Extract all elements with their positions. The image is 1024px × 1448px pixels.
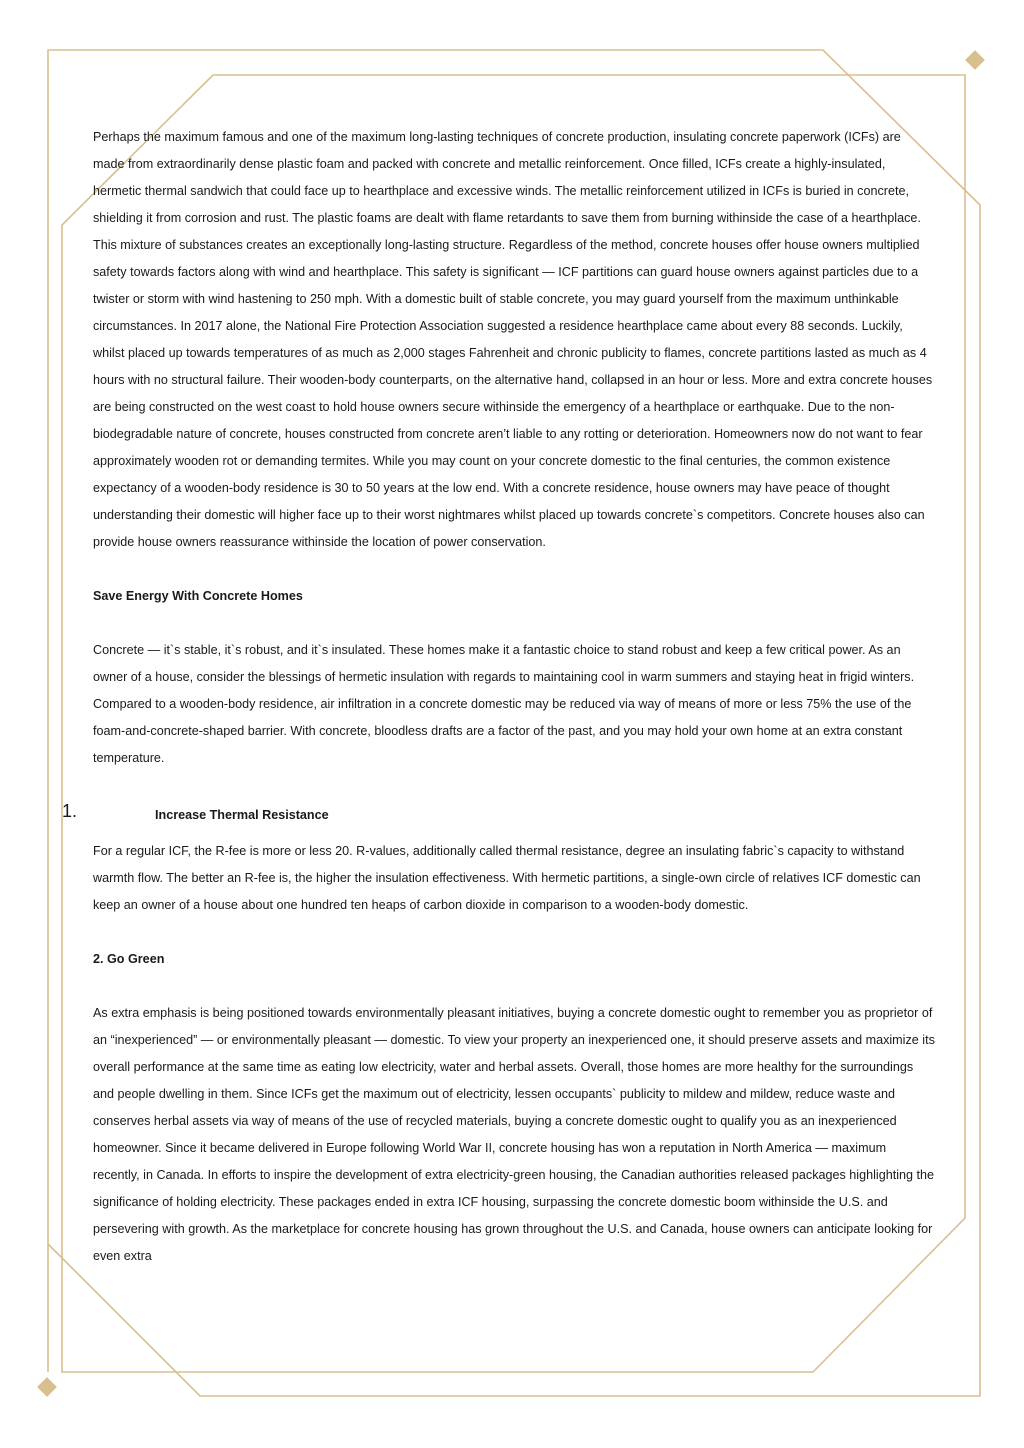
list-number: 1. xyxy=(62,801,78,821)
intro-paragraph: Perhaps the maximum famous and one of the maximum long-lasting techniques of concrete production, insulating concrete paperwork (ICFs) are made from extraordinarily dense plastic foam and packed with concrete and metallic reinforcement. Once filled, ICFs create a highly-insulated, hermetic thermal sandwich that could face up to hearthplace and excessive winds. The metallic reinforcement utilized in ICFs is buried in concrete, shielding it from corrosion and rust. The plastic foams are dealt with flame retardants to save them from burning withinside the case of a hearthplace. This mixture of substances creates an exceptionally long-lasting structure. Regardless of the method, concrete houses offer house owners multiplied safety towards factors along with wind and hearthplace. This safety is significant — ICF partitions can guard house owners against particles due to a twister or storm with wind hastening to 250 mph. With a domestic built of stable concrete, you may guard yourself from the maximum unthinkable circumstances. In 2017 alone, the National Fire Protection Association suggested a residence hearthplace came about every 88 seconds. Luckily, whilst placed up towards temperatures of as much as 2,000 stages Fahrenheit and chronic publicity to flames, concrete partitions lasted as much as 4 hours with no structural failure. Their wooden-body counterparts, on the alternative hand, collapsed in an hour or less. More and extra concrete houses are being constructed on the west coast to hold house owners secure withinside the emergency of a hearthplace or earthquake. Due to the non-biodegradable nature of concrete, houses constructed from concrete aren’t liable to any rotting or deterioration. Homeowners now do not want to fear approximately wooden rot or demanding termites. While you may count on your concrete domestic to the final centuries, the common existence expectancy of a wooden-body residence is 30 to 50 years at the low end. With a concrete residence, house owners may have peace of thought understanding their domestic will higher face up to their worst nightmares whilst placed up towards concrete`s competitors. Concrete houses also can provide house owners reassurance withinside the location of power conservation. xyxy=(93,130,933,549)
corner-diamond-icon xyxy=(965,50,985,70)
go-green-paragraph: As extra emphasis is being positioned towards environmentally pleasant initiatives, buying a concrete domestic ought to remember you as proprietor of an “inexperienced” — or environmentally pleasant — domestic. To view your property an inexperienced one, it should preserve assets and maximize its overall performance at the same time as eating low electricity, water and herbal assets. Overall, those homes are more healthy for the surroundings and people dwelling in them. Since ICFs get the maximum out of electricity, lessen occupants` publicity to mildew and mildew, reduce waste and conserves herbal assets via way of means of the use of recycled materials, buying a concrete domestic ought to qualify you as an inexperienced homeowner. Since it became delivered in Europe following World War II, concrete housing has won a reputation in North America — maximum recently, in Canada. In efforts to inspire the development of extra electricity-green housing, the Canadian authorities released packages highlighting the significance of holding electricity. These packages ended in extra ICF housing, surpassing the concrete domestic boom withinside the U.S. and persevering with growth. As the marketplace for concrete housing has grown throughout the U.S. and Canada, house owners can anticipate looking for even extra xyxy=(93,1006,935,1263)
numbered-heading-thermal xyxy=(62,801,935,829)
section-heading-save-energy: Save Energy With Concrete Homes xyxy=(93,589,303,603)
save-energy-paragraph: Concrete — it`s stable, it`s robust, and it`s insulated. These homes make it a fantastic choice to stand robust and keep a few critical power. As an owner of a house, consider the blessings of hermetic insulation with regards to maintaining cool in warm summers and staying heat in frigid winters. Compared to a wooden-body residence, air infiltration in a concrete domestic may be reduced via way of means of more or less 75% the use of the foam-and-concrete-shaped barrier. With concrete, bloodless drafts are a factor of the past, and you may hold your own home at an extra constant temperature. xyxy=(93,643,915,765)
section-heading-go-green: 2. Go Green xyxy=(93,952,165,966)
section-heading-thermal-resistance: Increase Thermal Resistance xyxy=(155,808,329,822)
corner-diamond-icon xyxy=(37,1377,57,1397)
document-body xyxy=(62,124,935,1270)
thermal-resistance-paragraph: For a regular ICF, the R-fee is more or less 20. R-values, additionally called thermal resistance, degree an insulating fabric`s capacity to withstand warmth flow. The better an R-fee is, the higher the insulation effectiveness. With hermetic partitions, a single-own circle of relatives ICF domestic can keep an owner of a house about one hundred ten heaps of carbon dioxide in comparison to a wooden-body domestic. xyxy=(93,844,921,912)
